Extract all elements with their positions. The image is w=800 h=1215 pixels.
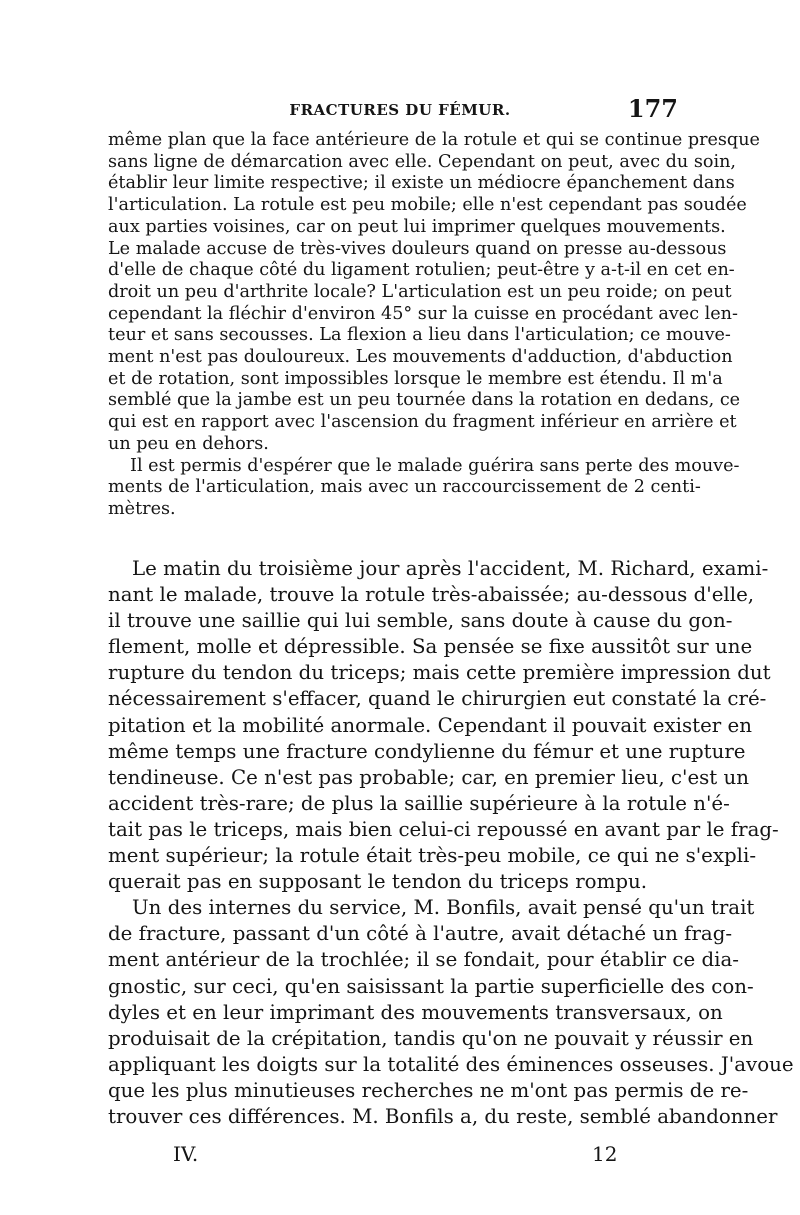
text-line: tait pas le triceps, mais bien celui-ci repoussé en avant par le frag- <box>108 817 779 841</box>
text-line: ment n'est pas douloureux. Les mouvements d'adduction, d'abduction <box>108 347 733 368</box>
small-print-observation <box>108 130 760 521</box>
text-line: Le matin du troisième jour après l'accident, M. Richard, exami- <box>132 557 769 580</box>
main-body-text <box>108 556 794 1130</box>
page-number: 177 <box>627 94 678 123</box>
text-line: trouver ces différences. M. Bonfils a, du reste, semblé abandonner <box>108 1104 778 1128</box>
text-line: un peu en dehors. <box>108 433 269 454</box>
text-line: semblé que la jambe est un peu tournée dans la rotation en dedans, ce <box>108 390 741 411</box>
text-line: nant le malade, trouve la rotule très-abaissée; au-dessous d'elle, <box>108 583 755 607</box>
text-line: rupture du tendon du triceps; mais cette première impression dut <box>108 661 771 685</box>
text-line: nécessairement s'effacer, quand le chirurgien eut constaté la cré- <box>108 687 767 711</box>
text-line: gnostic, sur ceci, qu'en saisissant la partie superficielle des con- <box>108 974 754 998</box>
text-line: flement, molle et dépressible. Sa pensée se fixe aussitôt sur une <box>108 635 753 659</box>
text-line: Un des internes du service, M. Bonfils, avait pensé qu'un trait <box>132 896 755 920</box>
text-line: ment supérieur; la rotule était très-peu mobile, ce qui ne s'expli- <box>108 844 757 868</box>
sheet-number: 12 <box>592 1142 618 1166</box>
text-line: teur et sans secousses. La flexion a lieu dans l'articulation; ce mouve- <box>108 325 731 346</box>
text-line: cependant la fléchir d'environ 45° sur la cuisse en procédant avec len- <box>108 303 738 324</box>
text-line: il trouve une saillie qui lui semble, sans doute à cause du gon- <box>108 609 733 633</box>
text-line: qui est en rapport avec l'ascension du fragment inférieur en arrière et <box>108 412 737 433</box>
text-line: accident très-rare; de plus la saillie supérieure à la rotule n'é- <box>108 791 730 815</box>
text-line: aux parties voisines, car on peut lui imprimer quelques mouvements. <box>108 216 726 237</box>
text-line: produisait de la crépitation, tandis qu'on ne pouvait y réussir en <box>108 1026 754 1050</box>
text-line: même temps une fracture condylienne du fémur et une rupture <box>108 739 746 763</box>
text-line: tendineuse. Ce n'est pas probable; car, en premier lieu, c'est un <box>108 765 750 789</box>
text-line: appliquant les doigts sur la totalité des éminences osseuses. J'avoue <box>108 1052 794 1076</box>
text-line: que les plus minutieuses recherches ne m'ont pas permis de re- <box>108 1078 749 1102</box>
text-line: même plan que la face antérieure de la rotule et qui se continue presque <box>108 130 760 150</box>
signature-mark: IV. <box>173 1142 199 1166</box>
running-title: FRACTURES DU FÉMUR. <box>289 101 511 119</box>
text-line: établir leur limite respective; il existe un médiocre épanchement dans <box>108 173 735 194</box>
text-line: de fracture, passant d'un côté à l'autre, avait détaché un frag- <box>108 922 733 946</box>
text-line: sans ligne de démarcation avec elle. Cependant on peut, avec du soin, <box>108 151 736 172</box>
text-line: Le malade accuse de très-vives douleurs quand on presse au-dessous <box>108 238 727 259</box>
text-line: dyles et en leur imprimant des mouvements transversaux, on <box>108 1000 723 1024</box>
text-line: mètres. <box>108 498 176 519</box>
text-line: pitation et la mobilité anormale. Cependant il pouvait exister en <box>108 713 752 737</box>
text-line: droit un peu d'arthrite locale? L'articulation est un peu roide; on peut <box>108 281 732 302</box>
text-line: ment antérieur de la trochlée; il se fondait, pour établir ce dia- <box>108 948 739 972</box>
text-line: Il est permis d'espérer que le malade guérira sans perte des mouve- <box>130 455 740 476</box>
text-line: querait pas en supposant le tendon du triceps rompu. <box>108 870 648 894</box>
text-line: ments de l'articulation, mais avec un raccourcissement de 2 centi- <box>108 477 701 498</box>
text-line: l'articulation. La rotule est peu mobile; elle n'est cependant pas soudée <box>108 195 747 216</box>
text-line: d'elle de chaque côté du ligament rotulien; peut-être y a-t-il en cet en- <box>108 260 735 281</box>
text-line: et de rotation, sont impossibles lorsque le membre est étendu. Il m'a <box>108 368 723 389</box>
